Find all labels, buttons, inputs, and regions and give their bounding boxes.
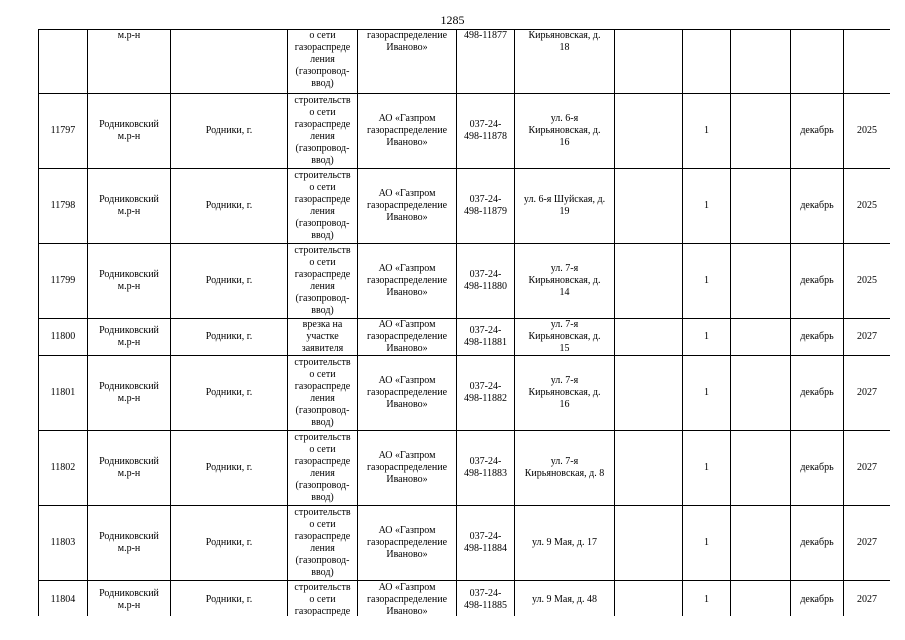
- empty-cell: [731, 581, 791, 617]
- work-type-cell: строительств о сети газораспреде ления (газопровод- ввод): [288, 431, 358, 506]
- row-number-cell: [39, 30, 88, 94]
- quantity-cell: 1: [683, 356, 731, 431]
- settlement-cell: Родники, г.: [171, 581, 288, 617]
- year-cell: 2027: [844, 581, 891, 617]
- row-number-cell: 11800: [39, 319, 88, 356]
- empty-cell: [731, 319, 791, 356]
- work-type-cell: строительств о сети газораспреде ления (газопровод- ввод): [288, 506, 358, 581]
- quantity-cell: 1: [683, 506, 731, 581]
- month-cell: декабрь: [791, 356, 844, 431]
- district-cell: Родниковский м.р-н: [88, 244, 171, 319]
- year-cell: 2027: [844, 431, 891, 506]
- year-cell: 2027: [844, 319, 891, 356]
- empty-cell: [615, 244, 683, 319]
- table-container: [38, 29, 890, 616]
- year-cell: 2025: [844, 244, 891, 319]
- settlement-cell: Родники, г.: [171, 431, 288, 506]
- month-cell: декабрь: [791, 319, 844, 356]
- month-cell: декабрь: [791, 169, 844, 244]
- table-row: [39, 356, 891, 431]
- address-cell: ул. 9 Мая, д. 48: [515, 581, 615, 617]
- empty-cell: [731, 244, 791, 319]
- quantity-cell: 1: [683, 94, 731, 169]
- district-cell: Родниковский м.р-н: [88, 356, 171, 431]
- code-cell: 037-24- 498-11882: [457, 356, 515, 431]
- code-cell: 037-24- 498-11880: [457, 244, 515, 319]
- empty-cell: [731, 30, 791, 94]
- address-cell: ул. 6-я Шуйская, д. 19: [515, 169, 615, 244]
- work-type-cell: строительств о сети газораспреде: [288, 581, 358, 617]
- empty-cell: [731, 506, 791, 581]
- settlement-cell: Родники, г.: [171, 244, 288, 319]
- empty-cell: [731, 356, 791, 431]
- row-number-cell: 11797: [39, 94, 88, 169]
- quantity-cell: 1: [683, 581, 731, 617]
- settlement-cell: Родники, г.: [171, 506, 288, 581]
- quantity-cell: 1: [683, 169, 731, 244]
- address-cell: ул. 7-я Кирьяновская, д. 15: [515, 319, 615, 356]
- empty-cell: [615, 431, 683, 506]
- month-cell: декабрь: [791, 244, 844, 319]
- organization-cell: АО «Газпром газораспределение Иваново»: [358, 319, 457, 356]
- organization-cell: АО «Газпром газораспределение Иваново»: [358, 94, 457, 169]
- empty-cell: [731, 94, 791, 169]
- month-cell: декабрь: [791, 94, 844, 169]
- work-type-cell: строительств о сети газораспреде ления (газопровод- ввод): [288, 169, 358, 244]
- district-cell: Родниковский м.р-н: [88, 506, 171, 581]
- code-cell: 037-24- 498-11878: [457, 94, 515, 169]
- work-type-cell: врезка на участке заявителя: [288, 319, 358, 356]
- code-cell: 037-24- 498-11881: [457, 319, 515, 356]
- code-cell: 037-24- 498-11879: [457, 169, 515, 244]
- quantity-cell: 1: [683, 431, 731, 506]
- organization-cell: АО «Газпром газораспределение Иваново»: [358, 356, 457, 431]
- row-number-cell: 11799: [39, 244, 88, 319]
- code-cell: 037-24- 498-11884: [457, 506, 515, 581]
- year-cell: [844, 30, 891, 94]
- work-type-cell: строительств о сети газораспреде ления (газопровод- ввод): [288, 356, 358, 431]
- work-type-cell: строительств о сети газораспреде ления (газопровод- ввод): [288, 94, 358, 169]
- month-cell: декабрь: [791, 506, 844, 581]
- empty-cell: [615, 356, 683, 431]
- month-cell: декабрь: [791, 581, 844, 617]
- settlement-cell: Родники, г.: [171, 169, 288, 244]
- district-cell: м.р-н: [88, 30, 171, 94]
- quantity-cell: 1: [683, 244, 731, 319]
- organization-cell: АО «Газпром газораспределение Иваново»: [358, 581, 457, 617]
- row-number-cell: 11801: [39, 356, 88, 431]
- year-cell: 2027: [844, 356, 891, 431]
- address-cell: ул. 7-я Кирьяновская, д. 16: [515, 356, 615, 431]
- address-cell: ул. 7-я Кирьяновская, д. 14: [515, 244, 615, 319]
- connection-registry-table: [38, 29, 890, 616]
- empty-cell: [615, 169, 683, 244]
- organization-cell: АО «Газпром газораспределение Иваново»: [358, 169, 457, 244]
- code-cell: 037-24- 498-11883: [457, 431, 515, 506]
- row-number-cell: 11803: [39, 506, 88, 581]
- month-cell: декабрь: [791, 431, 844, 506]
- table-row: [39, 319, 891, 356]
- empty-cell: [615, 506, 683, 581]
- table-row: [39, 431, 891, 506]
- table-row: [39, 581, 891, 617]
- organization-cell: АО «Газпром газораспределение Иваново»: [358, 244, 457, 319]
- address-cell: ул. 7-я Кирьяновская, д. 8: [515, 431, 615, 506]
- month-cell: [791, 30, 844, 94]
- quantity-cell: [683, 30, 731, 94]
- organization-cell: газораспределение Иваново»: [358, 30, 457, 94]
- row-number-cell: 11802: [39, 431, 88, 506]
- row-number-cell: 11804: [39, 581, 88, 617]
- code-cell: 498-11877: [457, 30, 515, 94]
- settlement-cell: Родники, г.: [171, 319, 288, 356]
- year-cell: 2025: [844, 169, 891, 244]
- quantity-cell: 1: [683, 319, 731, 356]
- settlement-cell: [171, 30, 288, 94]
- settlement-cell: Родники, г.: [171, 356, 288, 431]
- table-row: [39, 169, 891, 244]
- settlement-cell: Родники, г.: [171, 94, 288, 169]
- district-cell: Родниковский м.р-н: [88, 581, 171, 617]
- empty-cell: [615, 319, 683, 356]
- empty-cell: [731, 431, 791, 506]
- address-cell: ул. 6-я Кирьяновская, д. 16: [515, 94, 615, 169]
- empty-cell: [615, 94, 683, 169]
- table-row: [39, 244, 891, 319]
- table-row: [39, 506, 891, 581]
- work-type-cell: строительств о сети газораспреде ления (газопровод- ввод): [288, 244, 358, 319]
- district-cell: Родниковский м.р-н: [88, 319, 171, 356]
- district-cell: Родниковский м.р-н: [88, 431, 171, 506]
- row-number-cell: 11798: [39, 169, 88, 244]
- organization-cell: АО «Газпром газораспределение Иваново»: [358, 506, 457, 581]
- empty-cell: [731, 169, 791, 244]
- page-number: 1285: [440, 13, 465, 27]
- organization-cell: АО «Газпром газораспределение Иваново»: [358, 431, 457, 506]
- table-row: [39, 94, 891, 169]
- empty-cell: [615, 581, 683, 617]
- district-cell: Родниковский м.р-н: [88, 94, 171, 169]
- work-type-cell: о сети газораспреде ления (газопровод- ввод): [288, 30, 358, 94]
- address-cell: ул. 9 Мая, д. 17: [515, 506, 615, 581]
- district-cell: Родниковский м.р-н: [88, 169, 171, 244]
- table-row: [39, 30, 891, 94]
- year-cell: 2025: [844, 94, 891, 169]
- year-cell: 2027: [844, 506, 891, 581]
- code-cell: 037-24- 498-11885: [457, 581, 515, 617]
- empty-cell: [615, 30, 683, 94]
- address-cell: Кирьяновская, д. 18: [515, 30, 615, 94]
